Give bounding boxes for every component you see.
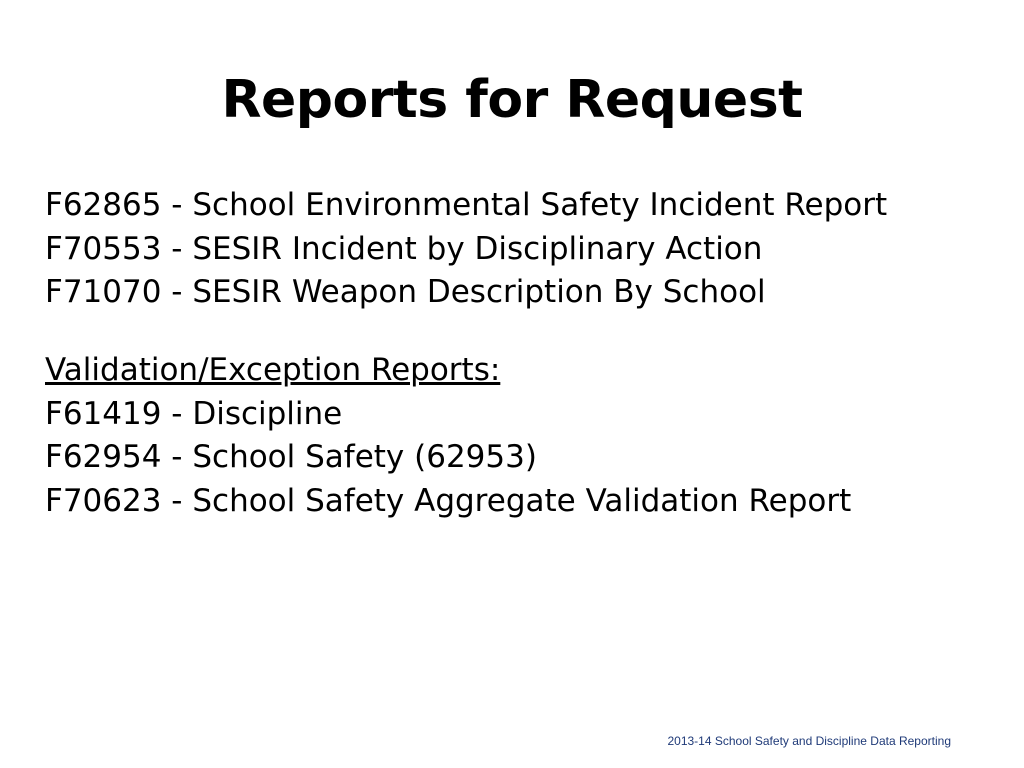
slide-footer: 2013-14 School Safety and Discipline Data Reporting bbox=[667, 734, 951, 748]
validation-heading: Validation/Exception Reports: bbox=[45, 351, 501, 388]
report-item: F62865 - School Environmental Safety Incident Report bbox=[45, 187, 888, 223]
report-item: F71070 - SESIR Weapon Description By School bbox=[45, 274, 766, 311]
slide-body bbox=[45, 188, 945, 519]
slide-title: Reports for Request bbox=[221, 70, 803, 130]
validation-report-item: F70623 - School Safety Aggregate Validation Report bbox=[45, 482, 852, 519]
validation-report-item: F61419 - Discipline bbox=[45, 395, 343, 432]
section-spacer bbox=[45, 311, 945, 353]
validation-report-item: F62954 - School Safety (62953) bbox=[45, 439, 537, 476]
report-item: F70553 - SESIR Incident by Disciplinary Action bbox=[45, 230, 763, 267]
